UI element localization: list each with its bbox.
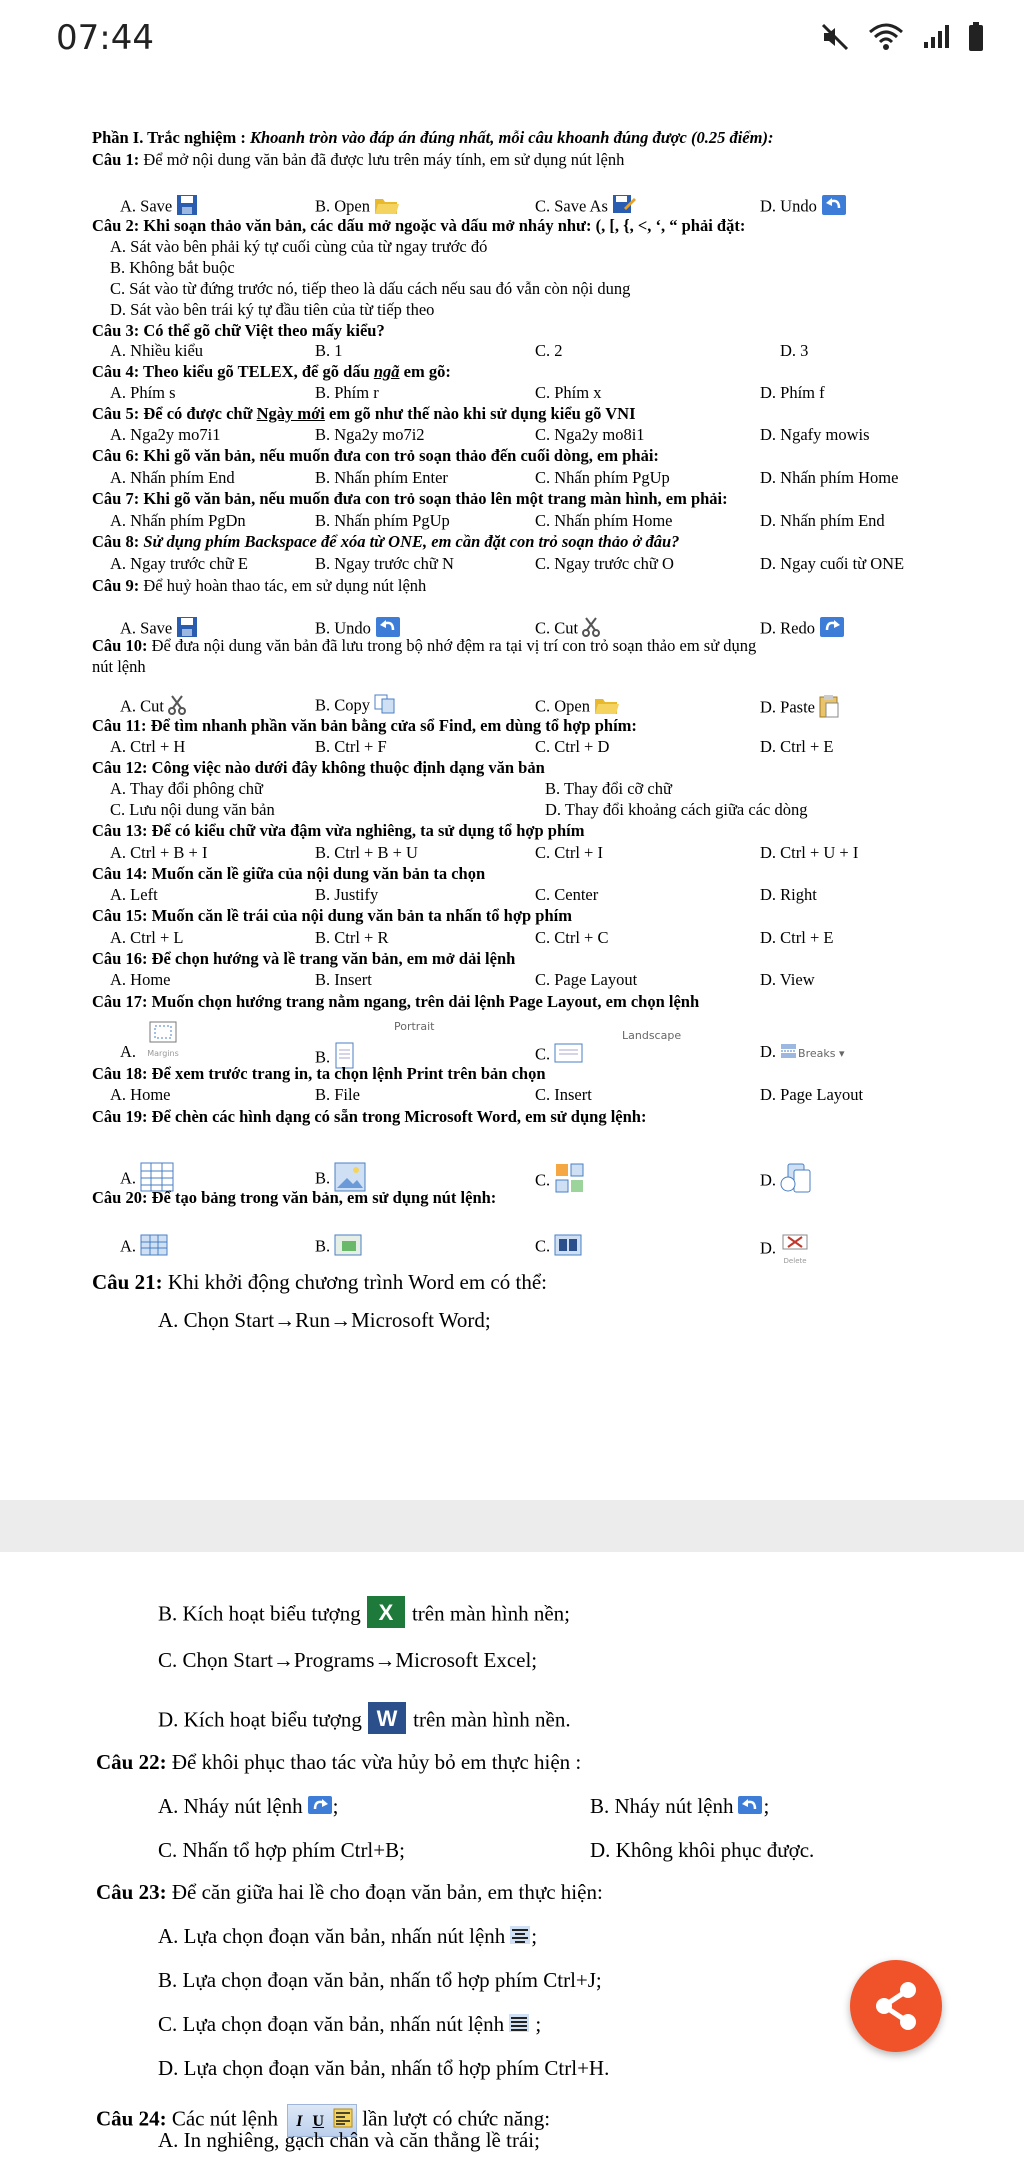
- q15-option-d[interactable]: D. Ctrl + E: [760, 928, 834, 947]
- section-heading: [92, 128, 773, 148]
- landscape-label: Landscape: [622, 1029, 682, 1042]
- q8-option-d[interactable]: D. Ngay cuối từ ONE: [760, 554, 905, 573]
- q5-option-c[interactable]: C. Nga2y mo8i1: [535, 425, 645, 444]
- excel-icon: [365, 1594, 407, 1637]
- q4-option-a[interactable]: A. Phím s: [110, 383, 176, 402]
- q19-option-a[interactable]: A.: [120, 1162, 174, 1197]
- q15-option-b[interactable]: B. Ctrl + R: [315, 928, 389, 947]
- q7-option-a[interactable]: A. Nhấn phím PgDn: [110, 511, 246, 530]
- status-time: 07:44: [56, 18, 154, 58]
- question-20: Câu 20: Để tạo bảng trong văn bản, em sử dụng nút lệnh:: [92, 1188, 497, 1207]
- q1-option-b[interactable]: B. Open: [315, 194, 400, 221]
- q17-option-b[interactable]: B.: [315, 1042, 356, 1075]
- q4-option-c[interactable]: C. Phím x: [535, 383, 602, 402]
- paste-icon: [819, 694, 839, 723]
- q4-option-d[interactable]: D. Phím f: [760, 383, 825, 402]
- question-16: Câu 16: Để chọn hướng và lề trang văn bản, em mở dải lệnh: [92, 949, 516, 968]
- q3-option-a[interactable]: A. Nhiều kiểu: [110, 341, 204, 360]
- word-icon: [366, 1700, 408, 1743]
- q24-option-a[interactable]: A. In nghiêng, gạch chân và căn thẳng lề trái;: [158, 2128, 540, 2152]
- q3-option-c[interactable]: C. 2: [535, 341, 563, 360]
- question-4: Câu 4: Theo kiểu gõ TELEX, để gõ dấu ngã em gõ:: [92, 362, 451, 381]
- document-page-1: [0, 80, 1024, 1500]
- q19-option-c[interactable]: C.: [535, 1162, 586, 1201]
- question-3: Câu 3: Có thể gõ chữ Việt theo mấy kiểu?: [92, 321, 385, 340]
- q16-option-d[interactable]: D. View: [760, 970, 815, 989]
- q13-option-b[interactable]: B. Ctrl + B + U: [315, 843, 418, 862]
- q5-option-b[interactable]: B. Nga2y mo7i2: [315, 425, 425, 444]
- question-17: Câu 17: Muốn chọn hướng trang nằm ngang, trên dải lệnh Page Layout, em chọn lệnh: [92, 992, 700, 1011]
- q15-option-c[interactable]: C. Ctrl + C: [535, 928, 609, 947]
- q19-option-d[interactable]: D.: [760, 1162, 814, 1201]
- question-8: Câu 8: Sử dụng phím Backspace để xóa từ ONE, em cần đặt con trỏ soạn thảo ở đâu?: [92, 532, 680, 551]
- part-instruction: Khoanh tròn vào đáp án đúng nhất, mỗi câu khoanh đúng được (0.25 điểm):: [245, 128, 774, 147]
- q7-option-b[interactable]: B. Nhấn phím PgUp: [315, 511, 450, 530]
- italic-button[interactable]: I: [296, 2113, 303, 2130]
- q23-option-d[interactable]: D. Lựa chọn đoạn văn bản, nhấn tổ hợp phím Ctrl+H.: [158, 2056, 610, 2080]
- q18-option-d[interactable]: D. Page Layout: [760, 1085, 864, 1104]
- wifi-icon: [868, 22, 904, 57]
- smartart-icon: [780, 1162, 814, 1201]
- q11-option-b[interactable]: B. Ctrl + F: [315, 737, 387, 756]
- q6-option-c[interactable]: C. Nhấn phím PgUp: [535, 468, 670, 487]
- q2-option-b[interactable]: B. Không bắt buộc: [110, 258, 235, 277]
- underline-button[interactable]: U: [312, 2113, 325, 2130]
- q13-option-c[interactable]: C. Ctrl + I: [535, 843, 603, 862]
- question-9: Câu 9: Để huỷ hoàn thao tác, em sử dụng nút lệnh: [92, 576, 427, 595]
- redo-icon: [819, 616, 845, 643]
- q20-option-b[interactable]: B.: [315, 1234, 362, 1261]
- question-5: Câu 5: Để có được chữ Ngày mới em gõ như thế nào khi sử dụng kiểu gõ VNI: [92, 404, 636, 423]
- q23-option-c[interactable]: C. Lựa chọn đoạn văn bản, nhấn nút lệnh ;: [158, 2010, 541, 2040]
- q22-option-b[interactable]: B. Nháy nút lệnh ;: [590, 1792, 769, 1822]
- q11-option-c[interactable]: C. Ctrl + D: [535, 737, 610, 756]
- q18-option-b[interactable]: B. File: [315, 1085, 360, 1104]
- q6-option-d[interactable]: D. Nhấn phím Home: [760, 468, 899, 487]
- delete-table-icon: Delete: [780, 1234, 810, 1265]
- shapes-icon: [554, 1162, 586, 1201]
- q3-option-b[interactable]: B. 1: [315, 341, 343, 360]
- q5-option-a[interactable]: A. Nga2y mo7i1: [110, 425, 221, 444]
- question-13: Câu 13: Để có kiểu chữ vừa đậm vừa nghiêng, ta sử dụng tổ hợp phím: [92, 821, 585, 840]
- page-separator: [0, 1500, 1024, 1552]
- question-1: Câu 1: Để mở nội dung văn bản đã được lưu trên máy tính, em sử dụng nút lệnh: [92, 150, 625, 169]
- q17-option-d[interactable]: D. Breaks ▾: [760, 1042, 845, 1064]
- q12-option-c[interactable]: C. Lưu nội dung văn bản: [110, 800, 275, 819]
- part-title: Phần I. Trắc nghiệm :: [92, 128, 246, 147]
- q10-option-d[interactable]: D. Paste: [760, 694, 839, 723]
- question-14: Câu 14: Muốn căn lề giữa của nội dung văn bản ta chọn: [92, 864, 486, 883]
- q14-option-c[interactable]: C. Center: [535, 885, 599, 904]
- svg-text:W: W: [376, 1706, 398, 1731]
- q20-option-c[interactable]: C.: [535, 1234, 582, 1261]
- portrait-label: Portrait: [394, 1020, 435, 1033]
- question-12: Câu 12: Công việc nào dưới đây không thuộc định dạng văn bản: [92, 758, 545, 777]
- q3-option-d[interactable]: D. 3: [780, 341, 809, 360]
- q17-option-c[interactable]: C.: [535, 1042, 584, 1069]
- q9-option-d[interactable]: D. Redo: [760, 616, 845, 643]
- redo-icon: [307, 1794, 333, 1822]
- q1-option-d[interactable]: D. Undo: [760, 194, 847, 221]
- q8-option-c[interactable]: C. Ngay trước chữ O: [535, 554, 674, 573]
- q10-option-c[interactable]: C. Open: [535, 694, 620, 721]
- q14-option-a[interactable]: A. Left: [110, 885, 158, 904]
- status-bar: [0, 0, 1024, 80]
- q12-option-a[interactable]: A. Thay đổi phông chữ: [110, 779, 263, 798]
- question-19: Câu 19: Để chèn các hình dạng có sẵn trong Microsoft Word, em sử dụng lệnh:: [92, 1107, 647, 1126]
- undo-icon: [737, 1794, 763, 1822]
- q20-option-d[interactable]: D. Delete: [760, 1234, 810, 1265]
- mute-icon: [820, 22, 850, 57]
- q17-option-a[interactable]: A.: [120, 1042, 137, 1061]
- margins-button: Margins: [140, 1020, 186, 1058]
- q7-option-c[interactable]: C. Nhấn phím Home: [535, 511, 673, 530]
- q6-option-b[interactable]: B. Nhấn phím Enter: [315, 468, 448, 487]
- question-7: Câu 7: Khi gõ văn bản, nếu muốn đưa con trỏ soạn thảo lên một trang màn hình, em phải:: [92, 489, 728, 508]
- align-center-icon: [509, 1924, 531, 1952]
- q21-option-d[interactable]: D. Kích hoạt biểu tượng W trên màn hình nền.: [158, 1700, 571, 1743]
- q7-option-d[interactable]: D. Nhấn phím End: [760, 511, 885, 530]
- status-icons: [820, 22, 984, 57]
- question-21: Câu 21: Khi khởi động chương trình Word em có thể:: [92, 1270, 547, 1294]
- battery-icon: [968, 22, 984, 57]
- chart-icon: [334, 1234, 362, 1261]
- q12-option-d[interactable]: D. Thay đổi khoảng cách giữa các dòng: [545, 800, 808, 819]
- q18-option-a[interactable]: A. Home: [110, 1085, 171, 1104]
- question-22: Câu 22: Để khôi phục thao tác vừa hủy bỏ em thực hiện :: [96, 1750, 582, 1774]
- q14-option-b[interactable]: B. Justify: [315, 885, 379, 904]
- q21-option-c[interactable]: C. Chọn Start→Programs→Microsoft Excel;: [158, 1648, 538, 1672]
- q9-option-a[interactable]: A. Save: [120, 616, 198, 643]
- q16-option-c[interactable]: C. Page Layout: [535, 970, 638, 989]
- q21-option-b[interactable]: B. Kích hoạt biểu tượng X trên màn hình nền;: [158, 1594, 570, 1637]
- q10-option-a[interactable]: A. Cut: [120, 694, 186, 721]
- question-23: Câu 23: Để căn giữa hai lề cho đoạn văn bản, em thực hiện:: [96, 1880, 603, 1904]
- q11-option-d[interactable]: D. Ctrl + E: [760, 737, 834, 756]
- q6-option-a[interactable]: A. Nhấn phím End: [110, 468, 235, 487]
- undo-icon: [821, 194, 847, 221]
- landscape-icon: [554, 1042, 584, 1069]
- question-15: Câu 15: Muốn căn lề trái của nội dung văn bản ta nhấn tổ hợp phím: [92, 906, 572, 925]
- q2-option-a[interactable]: A. Sát vào bên phải ký tự cuối cùng của từ ngay trước đó: [110, 237, 488, 256]
- q2-option-c[interactable]: C. Sát vào từ đứng trước nó, tiếp theo là dấu cách nếu sau đó vẫn còn nội dung: [110, 279, 631, 298]
- q5-option-d[interactable]: D. Ngafy mowis: [760, 425, 870, 444]
- q23-option-a[interactable]: A. Lựa chọn đoạn văn bản, nhấn nút lệnh ;: [158, 1922, 537, 1952]
- q4-option-b[interactable]: B. Phím r: [315, 383, 379, 402]
- question-18: Câu 18: Để xem trước trang in, ta chọn lệnh Print trên bản chọn: [92, 1064, 546, 1083]
- q13-option-a[interactable]: A. Ctrl + B + I: [110, 843, 208, 862]
- q1-option-a[interactable]: A. Save: [120, 194, 198, 221]
- q9-option-b[interactable]: B. Undo: [315, 616, 401, 643]
- columns-icon: [554, 1234, 582, 1261]
- signal-icon: [922, 24, 950, 55]
- q23-option-b[interactable]: B. Lựa chọn đoạn văn bản, nhấn tổ hợp phím Ctrl+J;: [158, 1968, 602, 1992]
- q8-option-a[interactable]: A. Ngay trước chữ E: [110, 554, 248, 573]
- q16-option-a[interactable]: A. Home: [110, 970, 171, 989]
- question-2: Câu 2: Khi soạn thảo văn bản, các dấu mở ngoặc và dấu mở nháy như: (, [, {, <, ‘, “ phải đặt:: [92, 216, 746, 235]
- q10-option-b[interactable]: B. Copy: [315, 694, 396, 719]
- q14-option-d[interactable]: D. Right: [760, 885, 817, 904]
- align-justify-icon: [508, 2012, 530, 2040]
- svg-text:X: X: [378, 1600, 394, 1625]
- question-11: Câu 11: Để tìm nhanh phần văn bản bằng cửa sổ Find, em dùng tổ hợp phím:: [92, 716, 637, 735]
- document-page-2: [0, 1552, 1024, 2159]
- q22-option-d[interactable]: D. Không khôi phục được.: [590, 1838, 815, 1862]
- q13-option-d[interactable]: D. Ctrl + U + I: [760, 843, 859, 862]
- question-10: Câu 10: Để đưa nội dung văn bản đã lưu trong bộ nhớ đệm ra tại vị trí con trỏ soạn thảo em sử dụng: [92, 636, 757, 655]
- q8-option-b[interactable]: B. Ngay trước chữ N: [315, 554, 454, 573]
- question-10-cont: nút lệnh: [92, 657, 146, 676]
- q22-option-c[interactable]: C. Nhấn tổ hợp phím Ctrl+B;: [158, 1838, 405, 1862]
- question-6: Câu 6: Khi gõ văn bản, nếu muốn đưa con trỏ soạn thảo đến cuối dòng, em phải:: [92, 446, 659, 465]
- q2-option-d[interactable]: D. Sát vào bên trái ký tự đầu tiên của từ tiếp theo: [110, 300, 435, 319]
- share-icon: [850, 1960, 942, 2052]
- q20-option-a[interactable]: A.: [120, 1234, 168, 1261]
- q19-option-b[interactable]: B.: [315, 1162, 366, 1197]
- q16-option-b[interactable]: B. Insert: [315, 970, 372, 989]
- q15-option-a[interactable]: A. Ctrl + L: [110, 928, 184, 947]
- breaks-icon: [780, 1043, 798, 1064]
- q12-option-b[interactable]: B. Thay đổi cỡ chữ: [545, 779, 672, 798]
- q1-option-c[interactable]: C. Save As: [535, 194, 636, 221]
- q11-option-a[interactable]: A. Ctrl + H: [110, 737, 186, 756]
- margins-icon: [148, 1020, 178, 1044]
- share-button[interactable]: [850, 1960, 942, 2052]
- insert-table-icon: [140, 1234, 168, 1261]
- q18-option-c[interactable]: C. Insert: [535, 1085, 592, 1104]
- q9-option-c[interactable]: C. Cut: [535, 616, 600, 643]
- q22-option-a[interactable]: A. Nháy nút lệnh ;: [158, 1792, 339, 1822]
- question-24: Câu 24: Các nút lệnh I U lần lượt có chức năng:: [96, 2104, 550, 2137]
- q21-option-a[interactable]: A. Chọn Start→Run→Microsoft Word;: [158, 1308, 491, 1332]
